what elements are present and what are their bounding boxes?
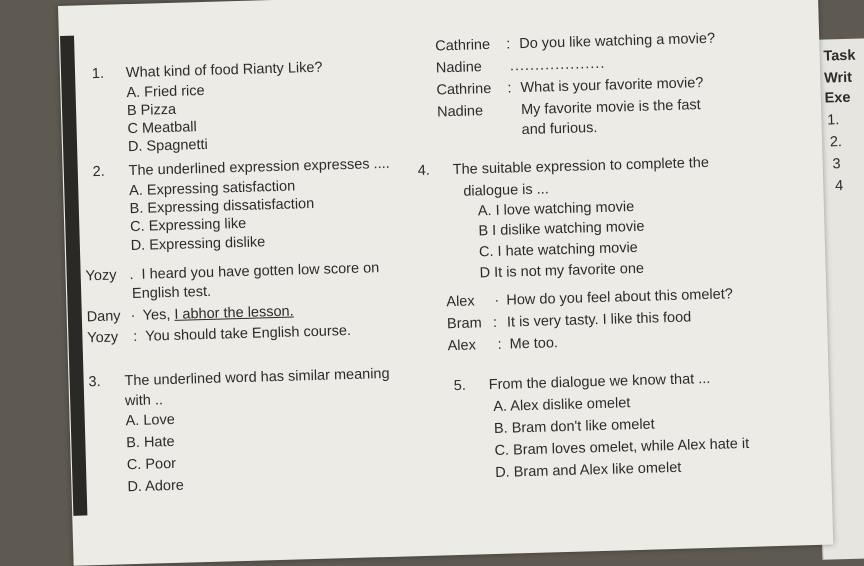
- dialogue2-blank: ...................: [509, 55, 606, 75]
- q1-number: 1.: [91, 65, 105, 83]
- dialogue2-speaker-4: Nadine: [436, 103, 484, 121]
- dialogue1-speaker-3: Yozy: [87, 329, 119, 347]
- q4-question-line-1: The suitable expression to complete the: [452, 154, 710, 179]
- q4-option-b: B I dislike watching movie: [478, 218, 645, 240]
- dialogue3-sep-3: :: [497, 336, 502, 353]
- dialogue3-sep-1: ·: [494, 292, 500, 309]
- q1-option-d: D. Spagnetti: [127, 136, 208, 156]
- q2-option-d: D. Expressing dislike: [130, 234, 266, 255]
- q2-question: The underlined expression expresses ....: [128, 155, 390, 180]
- dialogue2-line-3: What is your favorite movie?: [520, 75, 704, 97]
- q3-option-d: D. Adore: [127, 477, 185, 496]
- dialogue1-speaker-2: Dany: [86, 308, 121, 326]
- dialogue1-line-2-plain: Yes,: [142, 306, 175, 324]
- dialogue1-sep-1: .: [129, 266, 134, 284]
- dialogue3-speaker-3: Alex: [447, 337, 477, 355]
- q3-option-a: A. Love: [125, 411, 175, 430]
- q1-option-b: B Pizza: [126, 101, 177, 120]
- next-page-item-1: 1.: [827, 112, 840, 129]
- q4-option-d: D It is not my favorite one: [479, 260, 645, 282]
- q5-number: 5.: [453, 377, 467, 395]
- dialogue2-sep-1: :: [506, 36, 511, 53]
- q2-option-b: B. Expressing dissatisfaction: [129, 195, 315, 218]
- q4-option-a: A. I love watching movie: [477, 198, 635, 220]
- dialogue1-sep-3: :: [133, 328, 138, 346]
- q5-option-d: D. Bram and Alex like omelet: [494, 459, 682, 481]
- dialogue2-speaker-3: Cathrine: [436, 80, 492, 99]
- q3-option-c: C. Poor: [126, 455, 177, 474]
- q5-option-b: B. Bram don't like omelet: [493, 416, 655, 437]
- q1-option-c: C Meatball: [127, 119, 197, 138]
- q3-option-b: B. Hate: [126, 433, 175, 452]
- dialogue2-sep-3: :: [507, 80, 512, 97]
- dialogue3-sep-2: :: [492, 314, 498, 331]
- dialogue3-line-3: Me too.: [509, 335, 559, 353]
- q2-option-c: C. Expressing like: [129, 215, 247, 236]
- q3-number: 3.: [88, 373, 101, 391]
- dialogue3-line-2: It is very tasty. I like this food: [506, 309, 692, 331]
- dialogue1-underlined-expression: I abhor the lesson.: [174, 303, 294, 323]
- dialogue3-speaker-2: Bram: [446, 315, 482, 333]
- dialogue1-speaker-1: Yozy: [85, 267, 117, 285]
- next-page-item-3: 3: [832, 156, 841, 173]
- q2-option-a: A. Expressing satisfaction: [128, 178, 296, 200]
- q5-option-a: A. Alex dislike omelet: [493, 395, 631, 415]
- q4-question-line-2: dialogue is ...: [463, 181, 549, 200]
- dialogue2-line-4: My favorite movie is the fast: [520, 97, 701, 119]
- next-page-task: Task: [823, 47, 856, 65]
- dialogue1-line-2: [142, 305, 293, 324]
- q1-question: What kind of food Rianty Like?: [125, 59, 323, 82]
- dialogue3-line-1: How do you feel about this omelet?: [506, 286, 734, 309]
- dialogue2-line-1: Do you like watching a movie?: [519, 30, 716, 53]
- q3-question-line-2: with ..: [124, 392, 164, 410]
- q4-number: 4.: [417, 162, 431, 180]
- next-page-exe: Exe: [824, 89, 851, 107]
- q3-question-line-1: The underlined word has similar meaning: [124, 365, 390, 390]
- worksheet-page: [58, 0, 833, 566]
- next-page-item-4: 4: [834, 178, 844, 195]
- q1-option-a: A. Fried rice: [126, 82, 205, 102]
- q2-number: 2.: [92, 163, 105, 181]
- dialogue2-line-4-cont: and furious.: [521, 119, 598, 139]
- q5-option-c: C. Bram loves omelet, while Alex hate it: [494, 435, 750, 459]
- next-page-item-2: 2.: [829, 134, 843, 151]
- dialogue2-speaker-2: Nadine: [435, 59, 483, 77]
- dialogue1-sep-2: ·: [130, 307, 136, 325]
- q4-option-c: C. I hate watching movie: [478, 239, 638, 261]
- dialogue1-line-1-cont: English test.: [131, 283, 212, 303]
- dialogue1-line-1: I heard you have gotten low score on: [141, 260, 380, 283]
- dialogue2-speaker-1: Cathrine: [435, 36, 491, 55]
- dialogue1-line-3: You should take English course.: [145, 322, 352, 345]
- dialogue3-speaker-1: Alex: [446, 293, 475, 311]
- next-page-writ: Writ: [823, 69, 853, 87]
- q5-question: From the dialogue we know that ...: [488, 370, 711, 394]
